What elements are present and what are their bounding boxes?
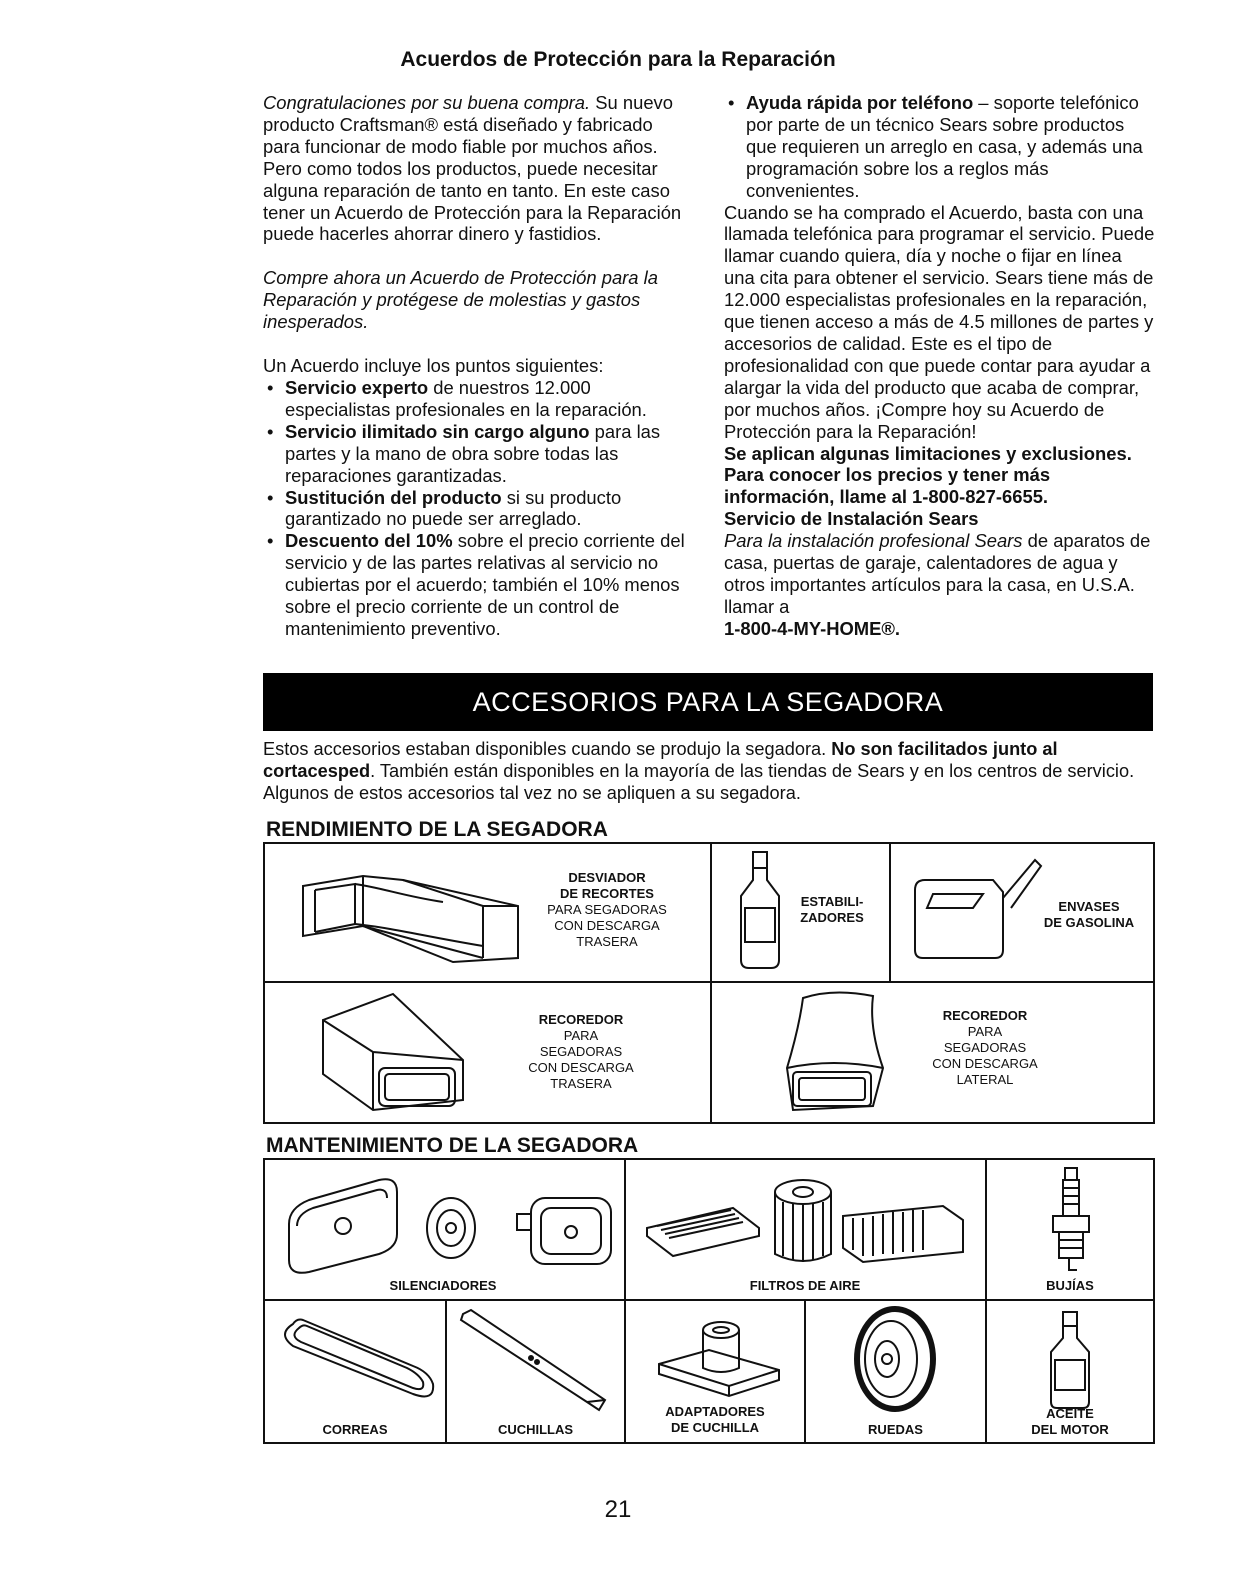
left-column (263, 92, 693, 640)
blade-adapters-label: ADAPTADORES DE CUCHILLA (665, 1404, 765, 1435)
page-number: 21 (604, 1496, 632, 1523)
list-item: • Servicio ilimitado sin cargo alguno para las partes y la mano de obra sobre todas las reparaciones garantizadas. (263, 421, 693, 487)
mower-blade-icon (455, 1306, 615, 1416)
stabilizers-label: ESTABILI- ZADORES (800, 894, 864, 925)
rear-bagger-label: RECOREDOR PARA SEGADORAS CON DESCARGA TRASERA (528, 1012, 634, 1091)
side-bagger-icon (773, 988, 893, 1116)
mufflers-label: SILENCIADORES (389, 1278, 497, 1293)
fuel-stabilizer-bottle-icon (735, 850, 785, 972)
performance-heading: RENDIMIENTO DE LA SEGADORA (266, 818, 608, 841)
installation-paragraph: Para la instalación profesional Sears de aparatos de casa, puertas de garaje, calentadores de agua y otros importantes artículos para la casa, en U.S.A. llamar a 1-800-4-MY-HOME®. (724, 530, 1151, 639)
air-filters-label: FILTROS DE AIRE (749, 1278, 861, 1293)
right-column (724, 92, 1156, 640)
accessories-intro: Estos accesorios estaban disponibles cuando se produjo la segadora. No son facilitados junto al cortacesped. También están disponibles en la mayoría de las tiendas de Sears y en los centros de servicio. Algunos de estos accesorios tal vez no se apliquen a su segadora. (263, 739, 1135, 803)
spark-plug-icon (1041, 1166, 1101, 1276)
intro-paragraph: Congratulaciones por su buena compra. Su nuevo producto Craftsman® está diseñado y fabricado para funcionar de modo fiable por muchos años. Pero como todos los productos, puede necesitar alguna reparación de tanto en tanto. En este caso tener un Acuerdo de Protección para la Reparación puede hacerles ahorrar dinero y fastidios. (263, 92, 682, 245)
spark-plugs-label: BUJÍAS (1046, 1278, 1094, 1293)
blades-label: CUCHILLAS (497, 1422, 574, 1437)
side-bagger-label: RECOREDOR PARA SEGADORAS CON DESCARGA LATERAL (932, 1008, 1038, 1087)
phone-help-list (724, 92, 1156, 202)
maintenance-grid (263, 1158, 1155, 1444)
list-item: • Descuento del 10% sobre el precio corriente del servicio y de las partes relativas al servicio no cubiertas por el acuerdo; también el 10% menos sobre el precio corriente de un control de mantenimiento preventivo. (263, 530, 693, 640)
deflector-label: DESVIADOR DE RECORTES PARA SEGADORAS CON DESCARGA TRASERA (547, 870, 667, 949)
page-title: Acuerdos de Protección para la Reparación (400, 48, 836, 71)
drive-belt-icon (273, 1310, 443, 1410)
agreement-paragraph: Cuando se ha comprado el Acuerdo, basta con una llamada telefónica para programar el servicio. Puede llamar cuando quiera, día y noche o fijar en línea una cita para obtener el servicio. Sears tiene más de 12.000 especialistas profesionales en la reparación, que tienen acceso a más de 4.5 millones de partes y accesorios de calidad. Este es el tipo de profesionalidad con que puede contar para ayudar a alargar la vida del producto que acaba de comprar, por muchos años. ¡Compre hoy su Acuerdo de Protección para la Reparación! (724, 201, 1155, 442)
list-item: • Sustitución del producto si su producto garantizado no puede ser arreglado. (263, 487, 693, 531)
purchase-prompt: Compre ahora un Acuerdo de Protección para la Reparación y protégese de molestias y gastos inesperados. (263, 267, 658, 333)
installation-heading: Servicio de Instalación Sears (724, 508, 979, 530)
list-item: • Ayuda rápida por teléfono – soporte telefónico por parte de un técnico Sears sobre productos que requieren un arreglo en casa, y además una programación sobre los a reglos más convenientes. (724, 92, 1156, 202)
rear-bagger-icon (313, 990, 473, 1114)
blade-adapter-icon (649, 1310, 789, 1406)
includes-label: Un Acuerdo incluye los puntos siguientes: (263, 355, 604, 377)
benefit-list (263, 377, 693, 640)
list-item: • Servicio experto de nuestros 12.000 especialistas profesionales en la reparación. (263, 377, 693, 421)
air-filter-icon (643, 1170, 973, 1274)
wheels-label: RUEDAS (868, 1422, 923, 1437)
engine-oil-label: ACEITE DEL MOTOR (1031, 1406, 1109, 1437)
gas-can-icon (903, 854, 1043, 964)
limitations-paragraph: Se aplican algunas limitaciones y exclusiones. Para conocer los precios y tener más información, llame al 1-800-827-6655. (724, 442, 1132, 508)
muffler-icon (279, 1174, 619, 1278)
gas-cans-label: ENVASES DE GASOLINA (1043, 899, 1135, 930)
engine-oil-bottle-icon (1043, 1310, 1099, 1410)
belts-label: CORREAS (322, 1422, 388, 1437)
maintenance-heading: MANTENIMIENTO DE LA SEGADORA (266, 1134, 639, 1157)
performance-grid (263, 842, 1155, 1124)
accessories-banner: ACCESORIOS PARA LA SEGADORA (263, 673, 1153, 731)
grass-deflector-icon (293, 866, 523, 966)
wheel-icon (845, 1304, 945, 1414)
